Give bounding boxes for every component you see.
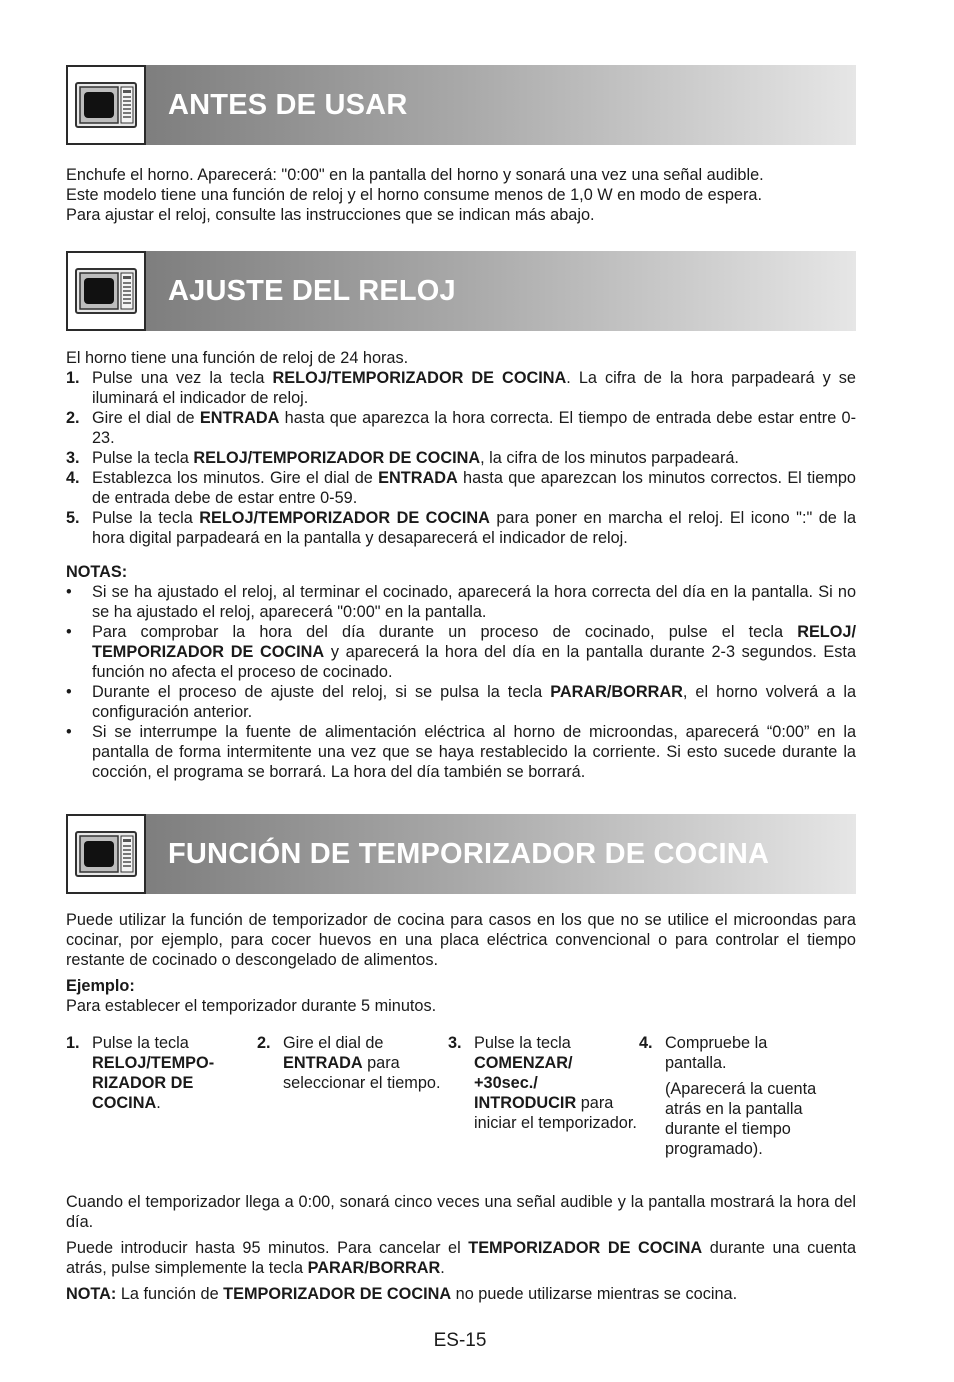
notes-list [66,582,856,782]
after-text-2: Puede introducir hasta 95 minutos. Para cancelar el TEMPORIZADOR DE COCINA durante una cuenta atrás, pulse simplemente la tecla PARAR/BORRAR. [66,1239,857,1277]
step-item: 1. Pulse una vez la tecla RELOJ/TEMPORIZADOR DE COCINA. La cifra de la hora parpadeará y se iluminará el indicador de reloj. [66,369,856,407]
timer-step: 4. Compruebe la pantalla. (Aparecerá la cuenta atrás en la pantalla durante el tiempo programado). [639,1034,817,1158]
section-banner-reloj [66,251,856,331]
timer-step: 3. Pulse la tecla COMENZAR/ +30sec./ INTRODUCIR para iniciar el temporizador. [448,1034,637,1132]
nota-text: NOTA: La función de TEMPORIZADOR DE COCINA no puede utilizarse mientras se cocina. [66,1285,738,1303]
example-title: Ejemplo: [66,977,135,995]
reloj-text [66,348,856,782]
antes-line: Enchufe el horno. Aparecerá: "0:00" en la pantalla del horno y sonará una vez una señal audible. [66,166,764,184]
reloj-intro: El horno tiene una función de reloj de 24 horas. [66,349,409,367]
section-title: AJUSTE DEL RELOJ [168,274,456,307]
notes-title: NOTAS: [66,563,128,581]
section-title: ANTES DE USAR [168,88,408,121]
timer-step: 1. Pulse la tecla RELOJ/TEMPO-RIZADOR DE COCINA. [66,1034,215,1112]
reloj-steps [66,368,856,548]
step-item: 5. Pulse la tecla RELOJ/TEMPORIZADOR DE COCINA para poner en marcha el reloj. El icono ":" de la hora digital parpadeará en la pantalla y desaparecerá el indicador de reloj. [66,509,856,547]
section-banner-antes [66,65,856,145]
temporizador-intro [66,910,856,1016]
step-item: 3. Pulse la tecla RELOJ/TEMPORIZADOR DE COCINA, la cifra de los minutos parpadeará. [66,449,739,467]
antes-text [66,165,856,225]
microwave-icon [66,65,146,145]
step-item: 2. Gire el dial de ENTRADA hasta que aparezca la hora correcta. El tiempo de entrada debe estar entre 0-23. [66,409,856,447]
temporizador-after [66,1192,856,1304]
section-title: FUNCIÓN DE TEMPORIZADOR DE COCINA [168,837,770,870]
page-number: ES-15 [433,1330,487,1351]
after-text-1: Cuando el temporizador llega a 0:00, sonará cinco veces una señal audible y la pantalla mostrará la hora del día. [66,1193,856,1231]
section-banner-temporizador [66,814,856,894]
note-item: • Durante el proceso de ajuste del reloj, si se pulsa la tecla PARAR/BORRAR, el horno volverá a la configuración anterior. [66,683,856,721]
timer-steps [66,1033,866,1159]
example-text: Para establecer el temporizador durante 5 minutos. [66,997,437,1015]
note-item: • Si se ha ajustado el reloj, al terminar el cocinado, aparecerá la hora correcta del día en la pantalla. Si no se ha ajustado el reloj, aparecerá "0:00" en la pantalla. [66,583,856,621]
step-item: 4. Establezca los minutos. Gire el dial de ENTRADA hasta que aparezcan los minutos correctos. El tiempo de entrada debe de estar entre 0-59. [66,469,856,507]
temporizador-intro-text: Puede utilizar la función de temporizador de cocina para casos en los que no se utilice el microondas para cocinar, por ejemplo, para cocer huevos en una placa eléctrica convencional o para controlar el tiempo restante de cocinado o descongelado de alimentos. [66,911,856,969]
microwave-icon [66,814,146,894]
antes-line: Para ajustar el reloj, consulte las instrucciones que se indican más abajo. [66,206,595,224]
note-item: • Para comprobar la hora del día durante un proceso de cocinado, pulse el tecla RELOJ/ TEMPORIZADOR DE COCINA y aparecerá la hora del día en la pantalla durante 2-3 segundos. Esta función no afecta el proceso de cocinado. [66,623,857,681]
timer-step: 2. Gire el dial de ENTRADA para seleccionar el tiempo. [257,1034,441,1092]
microwave-icon [66,251,146,331]
antes-line: Este modelo tiene una función de reloj y el horno consume menos de 1,0 W en modo de espera. [66,186,762,204]
note-item: • Si se interrumpe la fuente de alimentación eléctrica al horno de microondas, aparecerá “0:00” en la pantalla de forma intermitente una vez que se haya restablecido la corriente. Si esto sucede durante la cocción, el programa se borrará. La hora del día también se borrará. [66,723,856,781]
